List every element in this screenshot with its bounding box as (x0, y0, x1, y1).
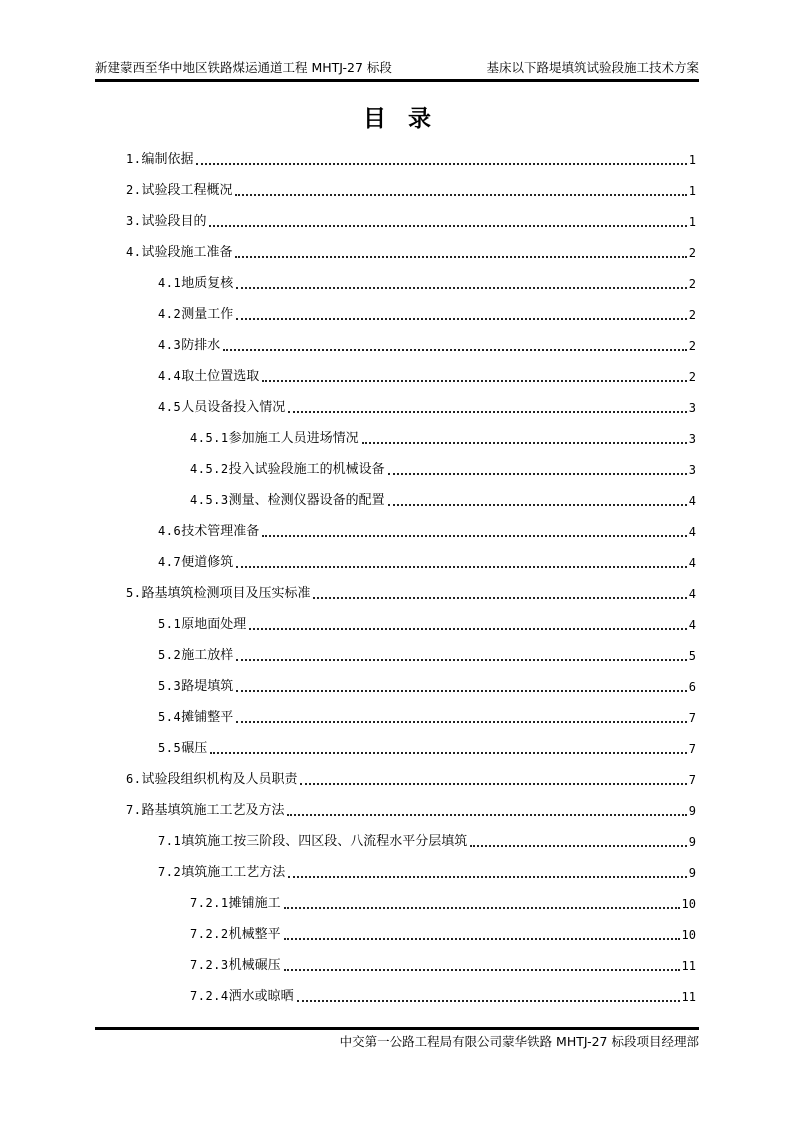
toc-entry-number: 4.5.2 (190, 462, 229, 476)
toc-entry[interactable] (126, 137, 696, 168)
toc-entry-page-number: 6 (688, 680, 696, 694)
toc-entry[interactable] (126, 199, 696, 230)
toc-entry-number: 4.2 (158, 307, 182, 321)
toc-entry-number: 5.1 (158, 617, 182, 631)
toc-entry[interactable] (158, 292, 696, 323)
toc-entry-text: 编制依据 (141, 152, 194, 167)
toc-entry[interactable] (190, 912, 696, 943)
toc-entry-number: 4. (126, 245, 142, 259)
toc-dot-leader (288, 876, 687, 878)
toc-entry-page-number: 5 (688, 649, 696, 663)
toc-entry-page-number: 9 (688, 835, 696, 849)
toc-entry-page-number: 4 (688, 556, 696, 570)
toc-entry-text: 碾压 (181, 741, 208, 756)
toc-dot-leader (300, 783, 686, 785)
toc-dot-leader (235, 256, 686, 258)
toc-entry-text: 便道修筑 (181, 555, 234, 570)
toc-entry-text: 路堤填筑 (181, 679, 234, 694)
toc-entry-page-number: 2 (688, 339, 696, 353)
toc-dot-leader (236, 721, 687, 723)
toc-dot-leader (223, 349, 687, 351)
toc-entry-text: 机械整平 (228, 927, 281, 942)
toc-entry-label (190, 430, 359, 447)
toc-entry[interactable] (158, 633, 696, 664)
toc-entry-text: 参加施工人员进场情况 (228, 431, 359, 446)
toc-dot-leader (210, 752, 687, 754)
toc-entry-label (126, 802, 284, 819)
toc-entry[interactable] (126, 571, 696, 602)
toc-entry-label (158, 678, 233, 695)
toc-entry-text: 路基填筑施工工艺及方法 (141, 803, 285, 818)
toc-entry-page-number: 7 (688, 711, 696, 725)
toc-dot-leader (262, 535, 687, 537)
toc-entry-number: 4.6 (158, 524, 182, 538)
toc-entry[interactable] (126, 757, 696, 788)
toc-dot-leader (236, 659, 687, 661)
toc-entry-page-number: 10 (681, 897, 696, 911)
toc-entry-label (126, 151, 193, 168)
toc-entry[interactable] (158, 540, 696, 571)
toc-dot-leader (470, 845, 687, 847)
toc-entry-text: 填筑施工按三阶段、四区段、八流程水平分层填筑 (181, 834, 468, 849)
footer-rule (95, 1027, 699, 1030)
toc-entry-page-number: 2 (688, 246, 696, 260)
toc-dot-leader (313, 597, 686, 599)
toc-entry[interactable] (190, 974, 696, 1005)
toc-entry[interactable] (190, 447, 696, 478)
toc-entry-page-number: 4 (688, 494, 696, 508)
toc-entry-label (158, 306, 233, 323)
toc-entry-text: 试验段施工准备 (141, 245, 233, 260)
toc-entry-label (190, 957, 281, 974)
toc-entry[interactable] (190, 943, 696, 974)
toc-dot-leader (287, 814, 686, 816)
toc-entry-number: 4.1 (158, 276, 182, 290)
toc-entry-number: 7.2.2 (190, 927, 229, 941)
toc-entry-label (158, 337, 220, 354)
toc-entry[interactable] (158, 385, 696, 416)
toc-entry-label (190, 988, 294, 1005)
toc-entry-text: 测量、检测仪器设备的配置 (228, 493, 385, 508)
toc-entry-text: 试验段目的 (141, 214, 207, 229)
toc-dot-leader (235, 194, 686, 196)
toc-entry-text: 填筑施工工艺方法 (181, 865, 286, 880)
toc-entry-text: 施工放样 (181, 648, 234, 663)
toc-entry-text: 机械碾压 (228, 958, 281, 973)
toc-entry-page-number: 10 (681, 928, 696, 942)
toc-entry-number: 6. (126, 772, 142, 786)
toc-entry-label (126, 771, 297, 788)
toc-entry-number: 1. (126, 152, 142, 166)
toc-entry-page-number: 4 (688, 618, 696, 632)
toc-entry-number: 4.5.3 (190, 493, 229, 507)
toc-dot-leader (284, 907, 680, 909)
toc-entry[interactable] (158, 850, 696, 881)
toc-entry-label (126, 244, 232, 261)
toc-entry-number: 7.2.1 (190, 896, 229, 910)
toc-entry-number: 7.2.3 (190, 958, 229, 972)
toc-entry-label (158, 399, 285, 416)
toc-entry-label (158, 647, 233, 664)
toc-dot-leader (236, 287, 687, 289)
toc-entry-number: 4.4 (158, 369, 182, 383)
toc-entry-number: 7. (126, 803, 142, 817)
toc-entry-label (126, 213, 206, 230)
toc-entry[interactable] (158, 354, 696, 385)
toc-entry-page-number: 3 (688, 432, 696, 446)
toc-entry-label (190, 461, 385, 478)
toc-entry-label (158, 554, 233, 571)
toc-entry[interactable] (190, 478, 696, 509)
toc-entry-text: 路基填筑检测项目及压实标准 (141, 586, 311, 601)
toc-entry-number: 5.3 (158, 679, 182, 693)
header-project-title: 新建蒙西至华中地区铁路煤运通道工程 MHTJ-27 标段 (95, 60, 392, 75)
toc-entry-text: 摊铺施工 (228, 896, 281, 911)
toc-entry-label (158, 275, 233, 292)
toc-entry-page-number: 9 (688, 804, 696, 818)
toc-entry-number: 7.1 (158, 834, 182, 848)
toc-dot-leader (388, 504, 687, 506)
toc-dot-leader (362, 442, 687, 444)
toc-entry-number: 4.7 (158, 555, 182, 569)
toc-entry-page-number: 4 (688, 587, 696, 601)
toc-entry-text: 摊铺整平 (181, 710, 234, 725)
toc-entry[interactable] (190, 416, 696, 447)
toc-dot-leader (236, 318, 687, 320)
toc-entry-text: 洒水或晾晒 (228, 989, 294, 1004)
page-title: 目录 (363, 105, 453, 132)
toc-dot-leader (388, 473, 687, 475)
toc-entry[interactable] (158, 819, 696, 850)
toc-entry-text: 原地面处理 (181, 617, 247, 632)
toc-entry-page-number: 1 (688, 184, 696, 198)
toc-entry-page-number: 11 (681, 959, 696, 973)
toc-entry-page-number: 7 (688, 742, 696, 756)
toc-entry-label (158, 709, 233, 726)
toc-entry-page-number: 3 (688, 401, 696, 415)
toc-entry[interactable] (126, 788, 696, 819)
toc-dot-leader (249, 628, 687, 630)
toc-dot-leader (284, 938, 680, 940)
toc-entry-text: 试验段工程概况 (141, 183, 233, 198)
toc-entry-text: 投入试验段施工的机械设备 (228, 462, 385, 477)
toc-entry-text: 取土位置选取 (181, 369, 260, 384)
toc-entry-page-number: 7 (688, 773, 696, 787)
toc-entry[interactable] (158, 261, 696, 292)
toc-entry-number: 2. (126, 183, 142, 197)
toc-entry-page-number: 11 (681, 990, 696, 1004)
page-footer: 中交第一公路工程局有限公司蒙华铁路 MHTJ-27 标段项目经理部 (339, 1034, 699, 1049)
toc-entry-text: 技术管理准备 (181, 524, 260, 539)
toc-entry-number: 5.4 (158, 710, 182, 724)
toc-entry-page-number: 2 (688, 277, 696, 291)
toc-entry-page-number: 1 (688, 215, 696, 229)
toc-entry[interactable] (158, 695, 696, 726)
toc-entry-label (126, 182, 232, 199)
toc-dot-leader (209, 225, 686, 227)
page-header (95, 58, 699, 78)
toc-dot-leader (196, 163, 686, 165)
toc-entry[interactable] (158, 323, 696, 354)
header-rule (95, 79, 699, 82)
toc-entry-text: 试验段组织机构及人员职责 (141, 772, 298, 787)
toc-entry-page-number: 4 (688, 525, 696, 539)
toc-entry-number: 4.5.1 (190, 431, 229, 445)
toc-dot-leader (262, 380, 687, 382)
toc-entry-label (158, 740, 207, 757)
toc-entry-label (190, 895, 281, 912)
toc-entry[interactable] (158, 509, 696, 540)
toc-entry-text: 地质复核 (181, 276, 234, 291)
toc-dot-leader (297, 1000, 680, 1002)
toc-entry[interactable] (126, 230, 696, 261)
toc-entry-number: 4.5 (158, 400, 182, 414)
toc-dot-leader (288, 411, 687, 413)
toc-entry[interactable] (126, 168, 696, 199)
toc-dot-leader (236, 690, 687, 692)
toc-dot-leader (284, 969, 680, 971)
toc-entry-page-number: 9 (688, 866, 696, 880)
toc-entry-number: 7.2 (158, 865, 182, 879)
toc-entry-page-number: 2 (688, 370, 696, 384)
header-document-title: 基床以下路堤填筑试验段施工技术方案 (486, 60, 699, 75)
toc-entry-label (158, 368, 259, 385)
toc-entry-label (158, 864, 285, 881)
toc-entry-label (158, 616, 246, 633)
toc-entry-text: 测量工作 (181, 307, 234, 322)
toc-entry-text: 人员设备投入情况 (181, 400, 286, 415)
toc-entry-page-number: 2 (688, 308, 696, 322)
toc-entry[interactable] (158, 726, 696, 757)
toc-entry-number: 5.2 (158, 648, 182, 662)
toc-entry[interactable] (158, 664, 696, 695)
toc-entry-label (158, 523, 259, 540)
toc-entry-page-number: 1 (688, 153, 696, 167)
toc-entry-label (190, 926, 281, 943)
toc-entry-label (190, 492, 385, 509)
toc-entry-number: 4.3 (158, 338, 182, 352)
toc-entry-number: 5.5 (158, 741, 182, 755)
toc-entry-label (158, 833, 467, 850)
toc-entry-label (126, 585, 310, 602)
toc-entry-text: 防排水 (181, 338, 221, 353)
toc-entry-number: 3. (126, 214, 142, 228)
toc-entry-number: 5. (126, 586, 142, 600)
toc-dot-leader (236, 566, 687, 568)
toc-entry[interactable] (190, 881, 696, 912)
toc-entry-number: 7.2.4 (190, 989, 229, 1003)
toc-entry-page-number: 3 (688, 463, 696, 477)
toc-entry[interactable] (158, 602, 696, 633)
